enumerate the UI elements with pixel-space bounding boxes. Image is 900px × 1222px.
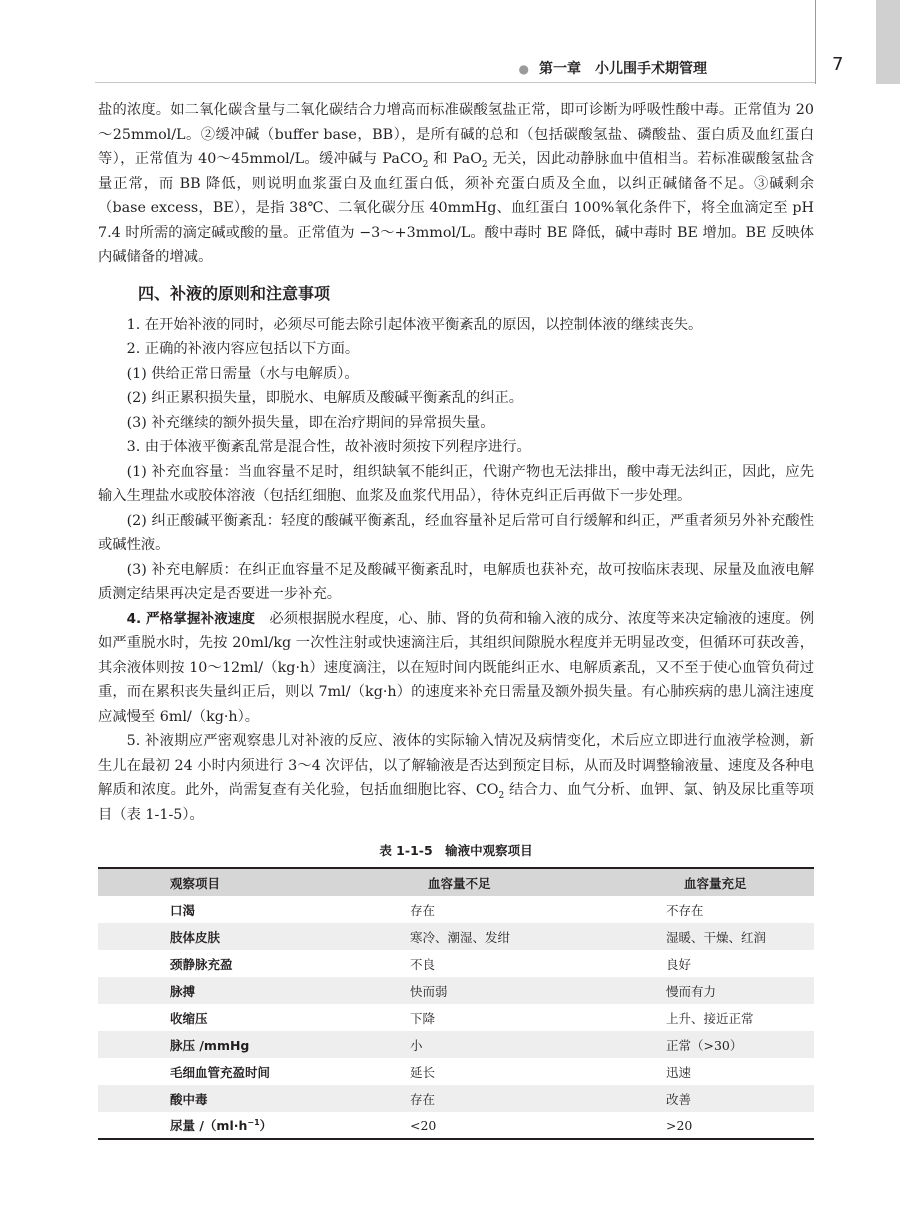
table-cell: 湿暖、干燥、红润 xyxy=(666,929,767,945)
header-divider xyxy=(815,0,816,84)
side-thumb-tab xyxy=(876,0,900,84)
header-rule xyxy=(95,82,815,83)
table-caption: 表 1-1-5 输液中观察项目 xyxy=(379,843,533,858)
table-cell: 脉压 /mmHg xyxy=(170,1037,250,1053)
table-cell: 存在 xyxy=(410,902,436,918)
table-cell: 正常（>30） xyxy=(666,1037,743,1053)
item-2-2: (2) 纠正累积损失量，即脱水、电解质及酸碱平衡紊乱的纠正。 xyxy=(126,390,524,406)
table-cell: 口渴 xyxy=(170,902,196,918)
table-cell: <20 xyxy=(410,1117,437,1133)
table-cell: 颈静脉充盈 xyxy=(170,956,233,972)
page-number: 7 xyxy=(832,54,844,75)
item-3-2: (2) 纠正酸碱平衡紊乱：轻度的酸碱平衡紊乱，经血容量补足后常可自行缓解和纠正，严重者须另外补充酸性或碱性液。 xyxy=(98,512,814,553)
table-cell: 寒冷、潮湿、发绀 xyxy=(410,929,511,945)
table-row xyxy=(98,950,814,977)
chapter-title: ● 第一章 小儿围手术期管理 xyxy=(518,61,707,77)
table-row xyxy=(98,896,814,923)
table-row xyxy=(98,1058,814,1085)
table-cell: 毛细血管充盈时间 xyxy=(170,1064,271,1080)
item-2: 2. 正确的补液内容应包括以下方面。 xyxy=(126,341,360,357)
item-3-1: (1) 补充血容量：当血容量不足时，组织缺氧不能纠正，代谢产物也无法排出，酸中毒无法纠正，因此，应先输入生理盐水或胶体溶液（包括红细胞、血浆及血浆代用品），待休克纠正后再做下一步处理。 xyxy=(98,463,814,504)
table-row xyxy=(98,1031,814,1058)
paragraph-buffer-base: 盐的浓度。如二氧化碳含量与二氧化碳结合力增高而标准碳酸氢盐正常，即可诊断为呼吸性酸中毒。正常值为 20～25mmol/L。②缓冲碱（buffer base，BB），是所有碱的总和（包括碳酸氢盐、磷酸盐、蛋白质及血红蛋白等），正常值为 40～45mmol/L。缓冲碱与 PaCO$_2$ 和 PaO$_2$ 无关，因此动静脉血中值相当。若标准碳酸氢盐含量正常，而 BB 降低，则说明血浆蛋白及血红蛋白低，须补充蛋白质及全血，以纠正碱储备不足。③碱剩余（base excess，BE），是指 38℃、二氧化碳分压 40mmHg、血红蛋白 100%氧化条件下，将全血滴定至 pH 7.4 时所需的滴定碱或酸的量。正常值为 −3～+3mmol/L。酸中毒时 BE 降低，碱中毒时 BE 增加。BE 反映体内碱储备的增减。 xyxy=(98,102,815,265)
table-cell: 不存在 xyxy=(666,902,704,918)
table-row xyxy=(98,1004,814,1031)
table-row xyxy=(98,1112,814,1139)
observation-table xyxy=(98,867,814,1140)
table-cell: 尿量 $/(ml\cdot h^{-1})$ xyxy=(170,1117,273,1133)
table-header-row xyxy=(98,868,814,896)
table-cell: 快而弱 xyxy=(410,983,448,999)
table-cell: 改善 xyxy=(666,1091,692,1107)
table-cell: 肢体皮肤 xyxy=(170,929,221,945)
table-cell: 不良 xyxy=(410,956,436,972)
table-row xyxy=(98,923,814,950)
table-cell: 慢而有力 xyxy=(666,983,717,999)
table-cell: 延长 xyxy=(410,1064,436,1080)
item-2-3: (3) 补充继续的额外损失量，即在治疗期间的异常损失量。 xyxy=(126,414,495,431)
table-cell: 良好 xyxy=(666,956,692,972)
item-4: 4. 严格掌握补液速度 必须根据脱水程度，心、肺、肾的负荷和输入液的成分、浓度等来决定输液的速度。例如严重脱水时，先按 20ml/kg 一次性注射或快速滴注后，其组织间隙脱水程度并无明显改变，但循环可获改善，其余液体则按 10～12ml/（kg·h）速度滴注，以在短时间内既能纠正水、电解质紊乱，又不至于使心血管负荷过重，而在累积丧失量纠正后，则以 7ml/（kg·h）的速度来补充日需量及额外损失量。有心肺疾病的患儿滴注速度应减慢至 6ml/（kg·h）。 xyxy=(98,610,814,725)
table-cell: 上升、接近正常 xyxy=(666,1010,754,1026)
table-cell: 迅速 xyxy=(666,1064,692,1080)
bullet-dot-icon: ● xyxy=(518,62,529,76)
table-row xyxy=(98,1085,814,1112)
table-header-cell: 血容量充足 xyxy=(684,875,747,891)
table-row xyxy=(98,977,814,1004)
table-cell: 酸中毒 xyxy=(170,1091,208,1107)
item-5: 5. 补液期应严密观察患儿对补液的反应、液体的实际输入情况及病情变化，术后应立即进行血液学检测，新生儿在最初 24 小时内须进行 3～4 次评估，以了解输液是否达到预定目标，从而及时调整输液量、速度及各种电解质和浓度。此外，尚需复查有关化验，包括血细胞比容、$CO_2$ 结合力、血气分析、血钾、氯、钠及尿比重等项目（表 1-1-5）。 xyxy=(98,733,814,823)
item-3-3: (3) 补充电解质：在纠正血容量不足及酸碱平衡紊乱时，电解质也获补充，故可按临床表现、尿量及血液电解质测定结果再决定是否要进一步补充。 xyxy=(98,561,814,602)
table-header-cell: 血容量不足 xyxy=(428,875,491,891)
page-body xyxy=(98,98,814,1140)
item-3: 3. 由于体液平衡紊乱常是混合性，故补液时须按下列程序进行。 xyxy=(126,439,531,455)
item-1: 1. 在开始补液的同时，必须尽可能去除引起体液平衡紊乱的原因，以控制体液的继续丧失。 xyxy=(126,316,703,333)
section-heading: 四、补液的原则和注意事项 xyxy=(138,283,331,303)
table-cell: >20 xyxy=(666,1117,693,1133)
table-cell: 脉搏 xyxy=(170,983,196,999)
item-4-lead: 4. 严格掌握补液速度 xyxy=(126,610,256,627)
table-cell: 收缩压 xyxy=(170,1010,208,1026)
table-cell: 小 xyxy=(410,1037,423,1053)
table-cell: 下降 xyxy=(410,1010,436,1026)
running-header xyxy=(0,0,815,84)
table-header-cell: 观察项目 xyxy=(170,875,221,891)
table-cell: 存在 xyxy=(410,1091,436,1107)
item-2-1: (1) 供给正常日需量（水与电解质）。 xyxy=(126,365,359,382)
